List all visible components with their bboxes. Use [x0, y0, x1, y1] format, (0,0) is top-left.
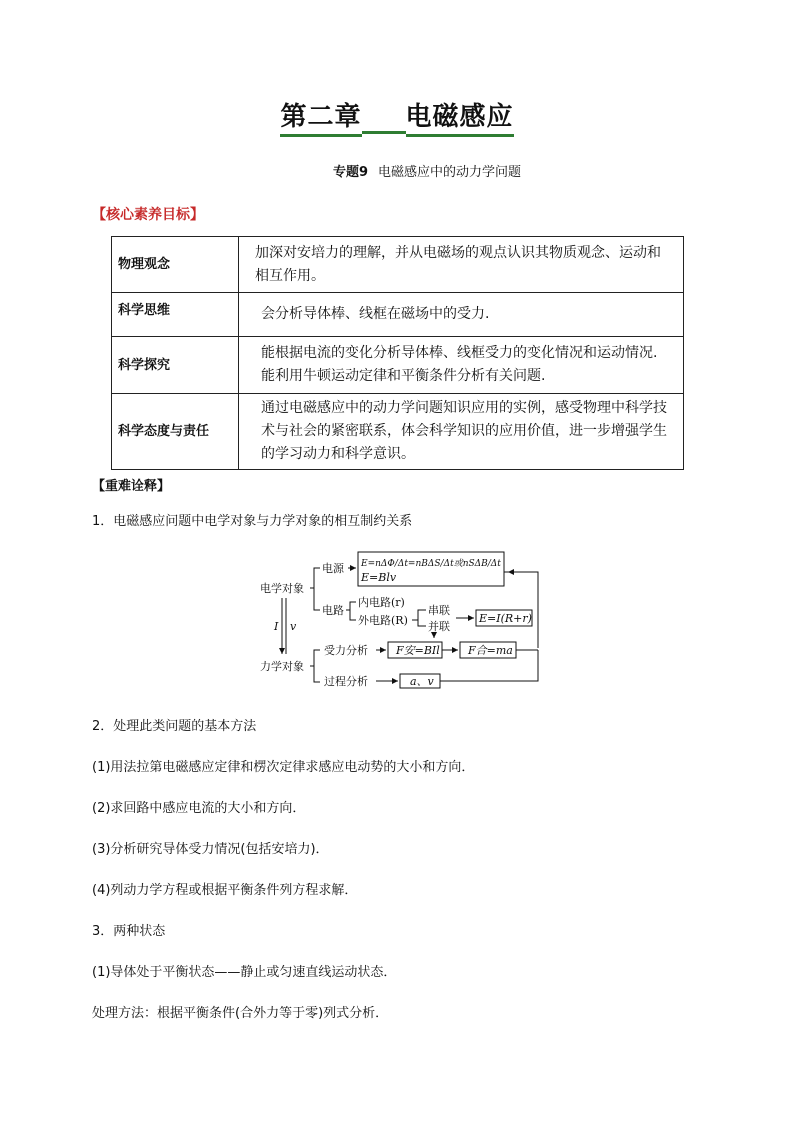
goal-text: 通过电磁感应中的动力学问题知识应用的实例，感受物理中科学技术与社会的紧密联系，体会科学知识的应用价值，进一步增强学生的学习动力和科学意识。 [239, 394, 684, 470]
relationship-diagram [252, 550, 544, 692]
outer-circuit-label: 外电路(R) [358, 614, 408, 627]
process-analysis-label: 过程分析 [324, 675, 368, 688]
newton-formula: F合=ma [468, 644, 513, 657]
emf-formula-2: E=Blv [361, 571, 397, 584]
topic-title: 电磁感应中的动力学问题 [378, 165, 522, 180]
ampere-formula: F安=BIl [396, 644, 440, 657]
current-label: I [274, 620, 279, 633]
goal-key: 物理观念 [112, 237, 239, 293]
electric-brace [310, 568, 320, 610]
section-2-heading: 2．处理此类问题的基本方法 [92, 719, 257, 734]
ohm-formula: E=I(R+r) [479, 612, 532, 625]
topic-subtitle [333, 161, 521, 180]
circuit-label: 电路 [322, 604, 344, 617]
core-goals-table [111, 236, 684, 470]
key-points-heading: 【重难诠释】 [92, 479, 171, 494]
state-1-method: 处理方法：根据平衡条件(合外力等于零)列式分析． [92, 1006, 389, 1021]
goal-key: 科学思维 [112, 293, 239, 337]
section-3-heading: 3．两种状态 [92, 924, 166, 939]
title-underline-gap [362, 130, 406, 134]
table-row [112, 337, 684, 394]
emf-formula-1: E=nΔΦ/Δt=nBΔS/Δt或nSΔB/Δt [361, 559, 501, 569]
topic-label: 专题9 [333, 165, 369, 180]
method-step-4: (4)列动力学方程或根据平衡条件列方程求解． [92, 883, 358, 898]
table-row [112, 394, 684, 470]
section-1-heading: 1．电磁感应问题中电学对象与力学对象的相互制约关系 [92, 514, 413, 529]
method-step-3: (3)分析研究导体受力情况(包括安培力)． [92, 842, 329, 857]
chapter-number: 第二章 [280, 102, 361, 137]
electric-object-label: 电学对象 [260, 582, 304, 595]
state-1: (1)导体处于平衡状态——静止或匀速直线运动状态． [92, 965, 397, 980]
goal-key: 科学探究 [112, 337, 239, 394]
goal-text: 加深对安培力的理解，并从电磁场的观点认识其物质观念、运动和相互作用。 [239, 237, 684, 293]
chapter-title [0, 96, 794, 134]
force-analysis-label: 受力分析 [324, 644, 368, 657]
goals-heading: 【核心素养目标】 [92, 207, 204, 223]
source-label: 电源 [322, 562, 344, 575]
goal-text: 能根据电流的变化分析导体棒、线框受力的变化情况和运动情况. 能利用牛顿运动定律和平衡条件分析有关问题. [239, 337, 684, 394]
chapter-name: 电磁感应 [406, 102, 514, 137]
goal-text: 会分析导体棒、线框在磁场中的受力. [239, 293, 684, 337]
table-row [112, 237, 684, 293]
mechanical-object-label: 力学对象 [260, 660, 304, 673]
series-label: 串联 [428, 604, 450, 617]
goal-key: 科学态度与责任 [112, 394, 239, 470]
mechanical-brace [310, 650, 320, 682]
method-step-1: (1)用法拉第电磁感应定律和楞次定律求感应电动势的大小和方向． [92, 760, 475, 775]
table-row [112, 293, 684, 337]
parallel-label: 并联 [428, 620, 450, 633]
av-label: a、v [410, 675, 434, 688]
velocity-label: v [290, 620, 297, 633]
method-step-2: (2)求回路中感应电流的大小和方向． [92, 801, 306, 816]
inner-circuit-label: 内电路(r) [358, 596, 405, 609]
